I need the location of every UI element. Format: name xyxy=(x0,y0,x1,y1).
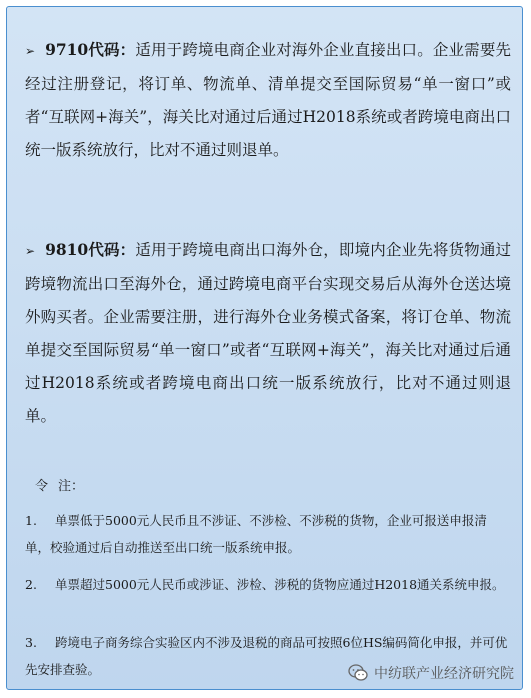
info-panel xyxy=(6,6,523,690)
watermark xyxy=(348,663,514,683)
section-9710-code: 9710代码： xyxy=(45,40,136,59)
note-number: 3. xyxy=(25,635,37,650)
note-text: 跨境电子商务综合实验区内不涉及退税的商品可按照6位HS编码简化申报，并可优先安排查验。 xyxy=(25,635,508,677)
note-item xyxy=(25,507,511,561)
notes-title-text: 注： xyxy=(58,479,85,494)
section-9810 xyxy=(25,233,511,433)
notes-title xyxy=(35,475,84,494)
note-text: 单票低于5000元人民币且不涉证、不涉检、不涉税的货物，企业可报送申报清单，校验通过后自动推送至出口统一版系统申报。 xyxy=(25,513,487,555)
note-number: 2. xyxy=(25,577,37,592)
wechat-icon xyxy=(348,664,368,682)
arrow-bullet-icon: ➢ xyxy=(25,44,36,58)
section-9710 xyxy=(25,33,511,167)
arrow-bullet-icon: ➢ xyxy=(25,244,36,258)
section-9710-text: 适用于跨境电商企业对海外企业直接出口。企业需要先经过注册登记，将订单、物流单、清单提交至国际贸易“单一窗口”或者“互联网+海关”，海关比对通过后通过H2018系统或者跨境电商出口统一版系统放行，比对不通过则退单。 xyxy=(25,41,511,159)
section-9810-text: 适用于跨境电商出口海外仓，即境内企业先将货物通过跨境物流出口至海外仓，通过跨境电商平台实现交易后从海外仓送达境外购买者。企业需要注册，进行海外仓业务模式备案，将订仓单、物流单提交至国际贸易“单一窗口”或者“互联网+海关”，海关比对通过后通过H2018系统或者跨境电商出口统一版系统放行，比对不通过则退单。 xyxy=(25,241,511,425)
section-9810-code: 9810代码： xyxy=(45,240,136,259)
watermark-text: 中纺联产业经济研究院 xyxy=(374,666,514,682)
note-number: 1. xyxy=(25,513,37,528)
note-text: 单票超过5000元人民币或涉证、涉检、涉税的货物应通过H2018通关系统申报。 xyxy=(55,577,505,592)
notes-symbol-icon: 令 xyxy=(35,479,49,494)
note-item xyxy=(25,571,511,598)
